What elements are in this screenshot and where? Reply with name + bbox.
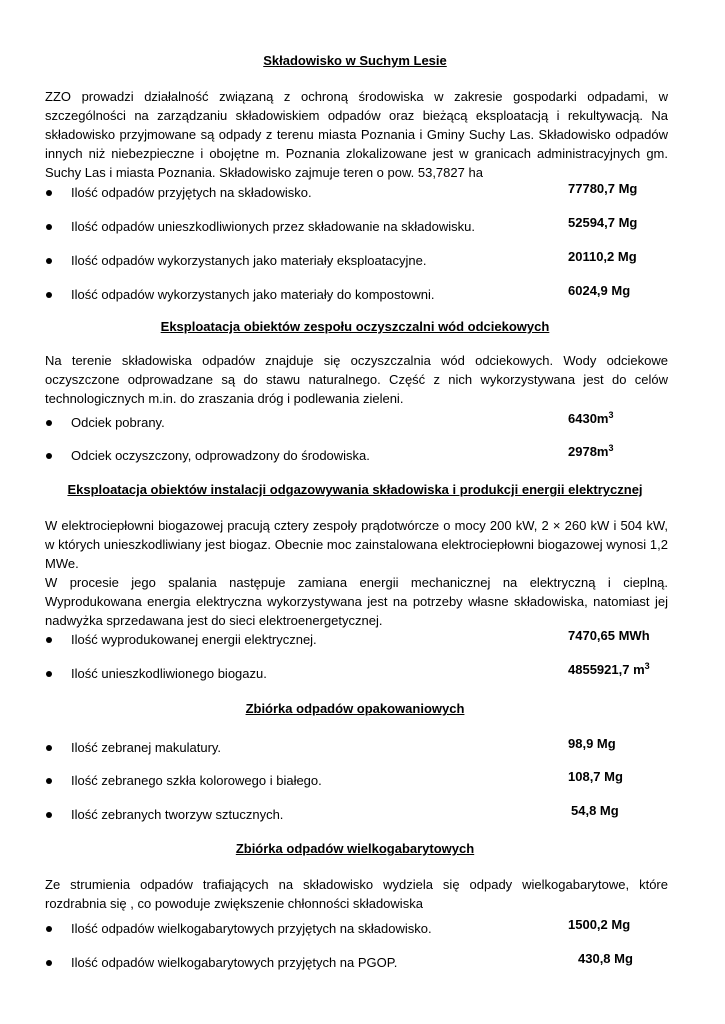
bullet-icon: [46, 926, 52, 932]
bullet-icon: [46, 671, 52, 677]
list-item: [0, 951, 725, 974]
list-item: [0, 410, 725, 434]
list-item: [0, 215, 725, 238]
section-title-landfill: Składowisko w Suchym Lesie: [263, 53, 447, 68]
item-value: 7470,65 MWh: [568, 628, 650, 643]
item-value: 98,9 Mg: [568, 736, 616, 751]
item-value: 108,7 Mg: [568, 769, 623, 784]
item-label: Ilość zebranej makulatury.: [71, 740, 222, 755]
bullet-icon: [46, 812, 52, 818]
list-item: [0, 249, 725, 272]
section-title-bulky: Zbiórka odpadów wielkogabarytowych: [235, 841, 475, 856]
list-item: [0, 769, 725, 792]
item-label: Ilość odpadów wielkogabarytowych przyjętych na składowisko.: [71, 921, 432, 936]
bullet-icon: [46, 292, 52, 298]
section-text-leachate: [45, 351, 668, 408]
item-label: Odciek pobrany.: [71, 415, 165, 430]
section-text-landfill: [45, 87, 668, 182]
item-label: Ilość odpadów wykorzystanych jako materiały eksploatacyjne.: [71, 253, 427, 268]
section-text-biogas: [45, 516, 668, 630]
list-item: [0, 181, 725, 204]
item-label: Ilość unieszkodliwionego biogazu.: [71, 666, 267, 681]
list-item: [0, 283, 725, 306]
bullet-icon: [46, 960, 52, 966]
item-value: 6024,9 Mg: [568, 283, 631, 298]
bullet-icon: [46, 745, 52, 751]
bullet-icon: [46, 778, 52, 784]
item-value: 20110,2 Mg: [568, 249, 637, 264]
bullet-icon: [46, 420, 52, 426]
list-item: [0, 917, 725, 940]
item-label: Ilość wyprodukowanej energii elektrycznej.: [71, 632, 317, 647]
item-value: 77780,7 Mg: [568, 181, 638, 196]
bullet-icon: [46, 637, 52, 643]
paragraph: ZZO prowadzi działalność związaną z ochroną środowiska w zakresie gospodarki odpadami, w szczególności na zarządzaniu składowiskiem odpadów oraz bieżącą eksploatacją i rekultywacją. Na składowisko przyjmowane są odpady z terenu miasta Poznania i Gminy Suchy Las. Składowisko odpadów innych niż niebezpieczne i obojętne m. Poznania zlokalizowane jest w granicach administracyjnych gm. Suchy Las i miasta Poznania. Składowisko zajmuje teren o pow. 53,7827 ha: [45, 89, 668, 180]
item-value: $2978m^3$: [568, 443, 614, 459]
item-label: Ilość odpadów przyjętych na składowisko.: [71, 185, 312, 200]
item-label: Ilość zebranych tworzyw sztucznych.: [71, 807, 284, 822]
item-label: Odciek oczyszczony, odprowadzony do środowiska.: [71, 448, 370, 463]
bullet-icon: [46, 258, 52, 264]
list-item: [0, 443, 725, 467]
item-value: 1500,2 Mg: [568, 917, 631, 932]
item-value: 430,8 Mg: [578, 951, 633, 966]
bullet-icon: [46, 224, 52, 230]
item-label: Ilość zebranego szkła kolorowego i białego.: [71, 773, 322, 788]
item-label: Ilość odpadów wielkogabarytowych przyjętych na PGOP.: [71, 955, 398, 970]
bullet-icon: [46, 453, 52, 459]
item-label: Ilość odpadów wykorzystanych jako materiały do kompostowni.: [71, 287, 435, 302]
list-item: [0, 661, 725, 685]
paragraph: W procesie jego spalania następuje zamiana energii mechanicznej na elektryczną i cieplną. Wyprodukowana energia elektryczna wykorzystywana jest na potrzeby własne składowiska, natomiast jej nadwyżka sprzedawana jest do sieci elektroenergetycznej.: [45, 575, 668, 628]
list-item: [0, 803, 725, 826]
section-title-biogas: Eksploatacja obiektów instalacji odgazowywania składowiska i produkcji energii elektrycznej: [67, 482, 643, 497]
list-item: [0, 628, 725, 651]
item-value: $6430m^3$: [568, 410, 614, 426]
item-label: Ilość odpadów unieszkodliwionych przez składowanie na składowisku.: [71, 219, 475, 234]
section-text-bulky: [45, 875, 668, 913]
item-value: 54,8 Mg: [571, 803, 619, 818]
paragraph: W elektrociepłowni biogazowej pracują cztery zespoły prądotwórcze o mocy 200 kW, 2 × 260 kW i 504 kW, w których unieszkodliwiany jest biogaz. Obecnie moc zainstalowana elektrociepłowni biogazowej wynosi 1,2 MWe.: [45, 518, 668, 571]
bullet-icon: [46, 190, 52, 196]
paragraph: Na terenie składowiska odpadów znajduje się oczyszczalnia wód odciekowych. Wody odciekowe oczyszczone odprowadzane są do stawu naturalnego. Część z nich wykorzystywana jest do celów technologicznych m.in. do zraszania dróg i podlewania zieleni.: [45, 353, 668, 406]
paragraph: Ze strumienia odpadów trafiających na składowisko wydziela się odpady wielkogabarytowe, które rozdrabnia się , co powoduje zwiększenie chłonności składowiska: [45, 877, 668, 911]
section-title-leachate: Eksploatacja obiektów zespołu oczyszczalni wód odciekowych: [160, 319, 550, 334]
item-value: 4855921,7 $m^3$: [568, 661, 650, 677]
section-title-packaging: Zbiórka odpadów opakowaniowych: [245, 701, 465, 716]
list-item: [0, 736, 725, 759]
item-value: 52594,7 Mg: [568, 215, 638, 230]
